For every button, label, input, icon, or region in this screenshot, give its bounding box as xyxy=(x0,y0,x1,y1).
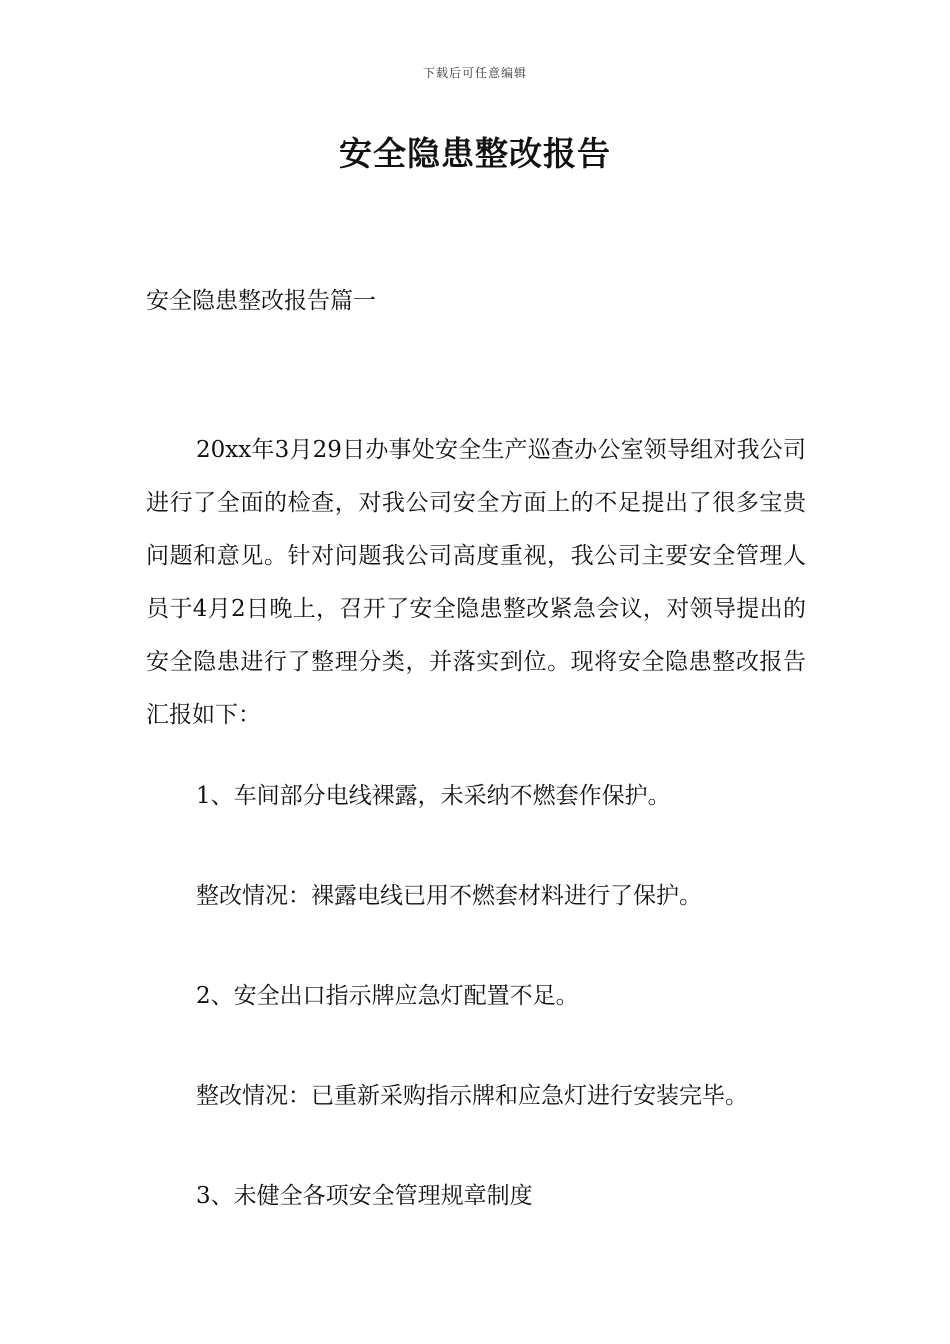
intro-paragraph: 20xx年3月29日办事处安全生产巡查办公室领导组对我公司进行了全面的检查，对我公司安全方面上的不足提出了很多宝贵问题和意见。针对问题我公司高度重视，我公司主要安全管理人员于4月2日晚上，召开了安全隐患整改紧急会议，对领导提出的安全隐患进行了整理分类，并落实到位。现将安全隐患整改报告汇报如下： xyxy=(146,437,806,728)
list-item: 1、车间部分电线裸露，未采纳不燃套作保护。 xyxy=(196,783,671,809)
document-title: 安全隐患整改报告 xyxy=(339,134,611,173)
list-item: 整改情况：已重新采购指示牌和应急灯进行安装完毕。 xyxy=(196,1083,748,1109)
header-note: 下载后可任意编辑 xyxy=(422,66,527,80)
list-item: 2、安全出口指示牌应急灯配置不足。 xyxy=(196,983,579,1009)
list-item: 3、未健全各项安全管理规章制度 xyxy=(196,1183,533,1209)
list-item: 整改情况：裸露电线已用不燃套材料进行了保护。 xyxy=(196,883,702,909)
section-heading: 安全隐患整改报告篇一 xyxy=(146,288,376,314)
